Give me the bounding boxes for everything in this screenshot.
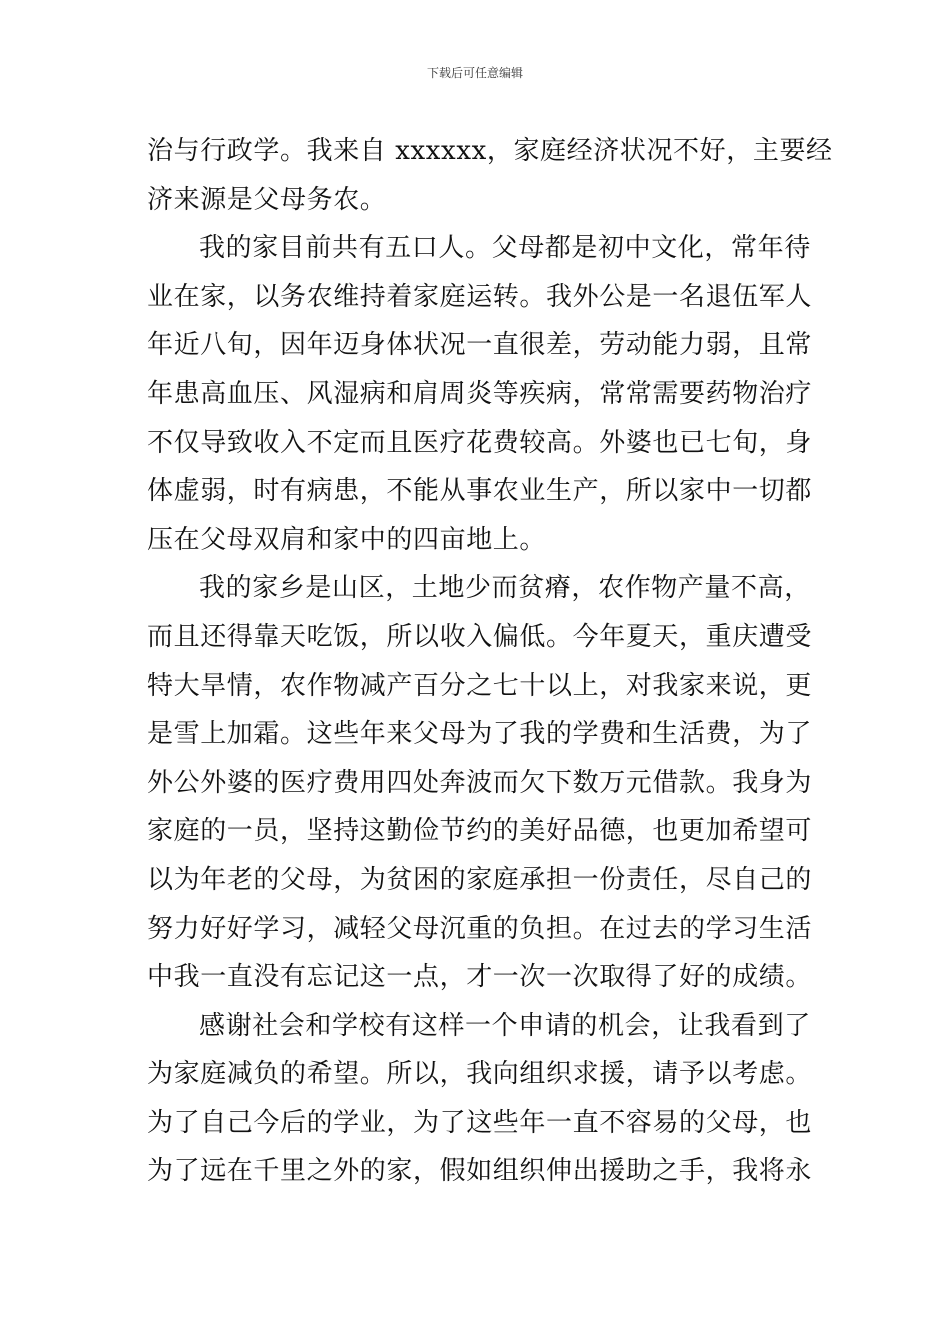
text-line: 中我一直没有忘记这一点，才一次一次取得了好的成绩。: [147, 962, 813, 993]
text-line: 以为年老的父母，为贫困的家庭承担一份责任，尽自己的: [147, 864, 813, 895]
text-line: 济来源是父母务农。: [147, 184, 387, 215]
text-line: 外公外婆的医疗费用四处奔波而欠下数万元借款。我身为: [147, 767, 813, 798]
text-line: 年近八旬，因年迈身体状况一直很差，劳动能力弱，且常: [147, 330, 813, 361]
paragraph-first-line: 我的家目前共有五口人。父母都是初中文化，常年待: [199, 233, 811, 264]
text-line: 家庭的一员，坚持这勤俭节约的美好品德，也更加希望可: [147, 816, 813, 847]
text-line: 而且还得靠天吃饭，所以收入偏低。今年夏天，重庆遭受: [147, 621, 813, 652]
text-line: 为家庭减负的希望。所以，我向组织求援，请予以考虑。: [147, 1059, 813, 1090]
text-line: 年患高血压、风湿病和肩周炎等疾病，常常需要药物治疗: [147, 378, 813, 409]
text-line: 压在父母双肩和家中的四亩地上。: [147, 524, 547, 555]
text-line: 不仅导致收入不定而且医疗花费较高。外婆也已七旬，身: [147, 427, 813, 458]
text-line: 为了自己今后的学业，为了这些年一直不容易的父母，也: [147, 1107, 813, 1138]
paragraph-first-line: 我的家乡是山区，土地少而贫瘠，农作物产量不高，: [199, 573, 811, 604]
text-line: 业在家，以务农维持着家庭运转。我外公是一名退伍军人: [147, 281, 813, 312]
document-body: [147, 127, 833, 1196]
paragraph-first-line: 感谢社会和学校有这样一个申请的机会，让我看到了: [199, 1010, 811, 1041]
text-line: 是雪上加霜。这些年来父母为了我的学费和生活费，为了: [147, 719, 813, 750]
page-header: 下载后可任意编辑: [426, 66, 523, 80]
text-line: 为了远在千里之外的家，假如组织伸出援助之手，我将永: [147, 1156, 813, 1187]
text-line: 特大旱情，农作物减产百分之七十以上，对我家来说，更: [147, 670, 813, 701]
text-line: 努力好好学习，减轻父母沉重的负担。在过去的学习生活: [147, 913, 813, 944]
text-line: 治与行政学。我来自 xxxxxx，家庭经济状况不好，主要经: [147, 136, 833, 166]
text-line: 体虚弱，时有病患，不能从事农业生产，所以家中一切都: [147, 476, 813, 507]
